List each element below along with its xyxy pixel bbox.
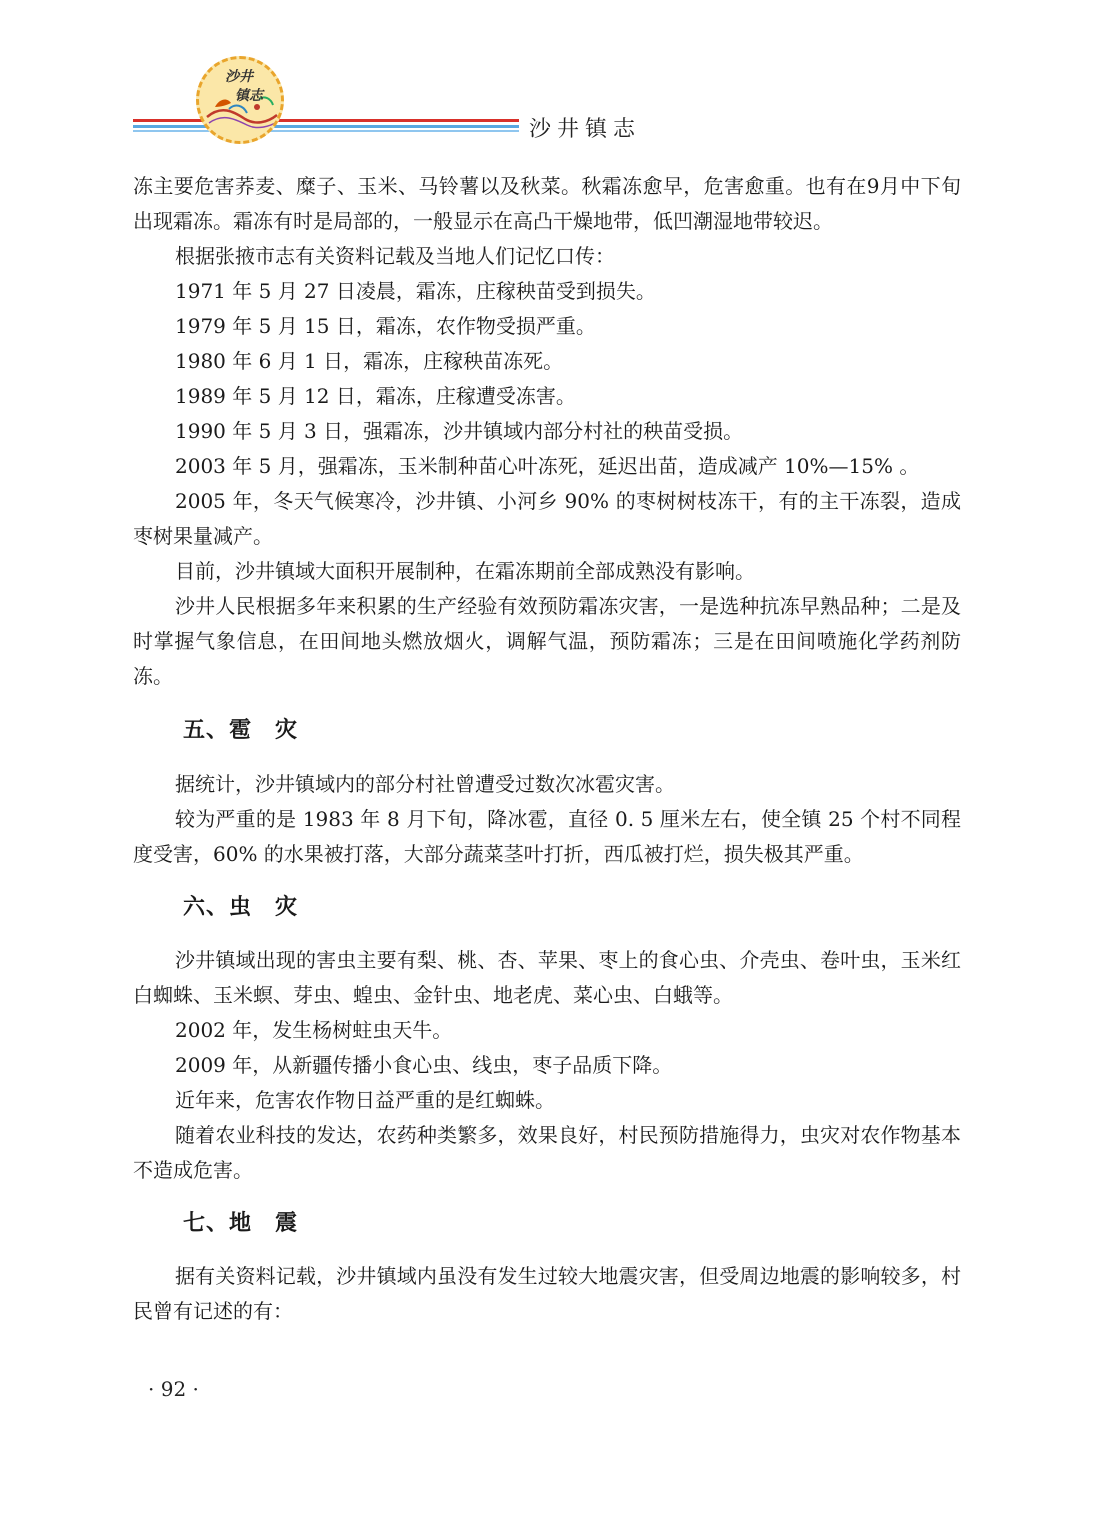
paragraph: 近年来，危害农作物日益严重的是红蜘蛛。 bbox=[175, 1088, 555, 1112]
paragraph: 目前，沙井镇域大面积开展制种，在霜冻期前全部成熟没有影响。 bbox=[175, 559, 755, 583]
header-rule-lightblue bbox=[133, 130, 519, 132]
header-rule-blue bbox=[133, 125, 519, 128]
paragraph: 2005 年，冬天气候寒冷，沙井镇、小河乡 90% 的枣树树枝冻干，有的主干冻裂，造成枣树果量减产。 bbox=[133, 489, 961, 548]
page-body bbox=[133, 169, 961, 1329]
paragraph: 1990 年 5 月 3 日，强霜冻，沙井镇域内部分村社的秧苗受损。 bbox=[175, 419, 744, 443]
paragraph: 冻主要危害荞麦、糜子、玉米、马铃薯以及秋菜。秋霜冻愈早，危害愈重。也有在9月中下旬出现霜冻。霜冻有时是局部的，一般显示在高凸干燥地带，低凹潮湿地带较迟。 bbox=[133, 174, 961, 233]
paragraph: 据统计，沙井镇域内的部分村社曾遭受过数次冰雹灾害。 bbox=[175, 772, 675, 796]
paragraph: 1979 年 5 月 15 日，霜冻，农作物受损严重。 bbox=[175, 314, 596, 338]
paragraph: 较为严重的是 1983 年 8 月下旬，降冰雹，直径 0. 5 厘米左右，使全镇 25 个村不同程度受害，60% 的水果被打落，大部分蔬菜茎叶打折，西瓜被打烂，损失极其严重。 bbox=[133, 807, 961, 866]
emblem-text-line2: 镇志 bbox=[235, 88, 263, 104]
paragraph: 沙井镇域出现的害虫主要有梨、桃、杏、苹果、枣上的食心虫、介壳虫、卷叶虫，玉米红白蜘蛛、玉米螟、芽虫、蝗虫、金针虫、地老虎、菜心虫、白蛾等。 bbox=[133, 948, 961, 1007]
paragraph: 沙井人民根据多年来积累的生产经验有效预防霜冻灾害，一是选种抗冻早熟品种；二是及时掌握气象信息，在田间地头燃放烟火，调解气温，预防霜冻；三是在田间喷施化学药剂防冻。 bbox=[133, 594, 961, 688]
page-header bbox=[0, 0, 1093, 150]
book-title: 沙井镇志 bbox=[529, 117, 642, 142]
section-heading-insects: 六、虫 灾 bbox=[183, 895, 299, 920]
section-heading-earthquake: 七、地 震 bbox=[183, 1211, 299, 1236]
emblem-text-line1: 沙井 bbox=[225, 69, 253, 85]
paragraph: 1971 年 5 月 27 日凌晨，霜冻，庄稼秧苗受到损失。 bbox=[175, 279, 656, 303]
paragraph: 2002 年，发生杨树蛀虫天牛。 bbox=[175, 1018, 453, 1042]
section-heading-hail: 五、雹 灾 bbox=[183, 718, 299, 743]
page-number: · 92 · bbox=[148, 1377, 199, 1401]
paragraph: 随着农业科技的发达，农药种类繁多，效果良好，村民预防措施得力，虫灾对农作物基本不造成危害。 bbox=[133, 1123, 961, 1182]
paragraph: 根据张掖市志有关资料记载及当地人们记忆口传： bbox=[175, 244, 615, 268]
paragraph: 2003 年 5 月，强霜冻，玉米制种苗心叶冻死，延迟出苗，造成减产 10%—15% 。 bbox=[175, 454, 920, 478]
paragraph: 据有关资料记载，沙井镇域内虽没有发生过较大地震灾害，但受周边地震的影响较多，村民曾有记述的有： bbox=[133, 1264, 961, 1323]
paragraph: 2009 年，从新疆传播小食心虫、线虫，枣子品质下降。 bbox=[175, 1053, 673, 1077]
paragraph: 1980 年 6 月 1 日，霜冻，庄稼秧苗冻死。 bbox=[175, 349, 564, 373]
paragraph: 1989 年 5 月 12 日，霜冻，庄稼遭受冻害。 bbox=[175, 384, 576, 408]
book-emblem-logo bbox=[196, 56, 284, 144]
